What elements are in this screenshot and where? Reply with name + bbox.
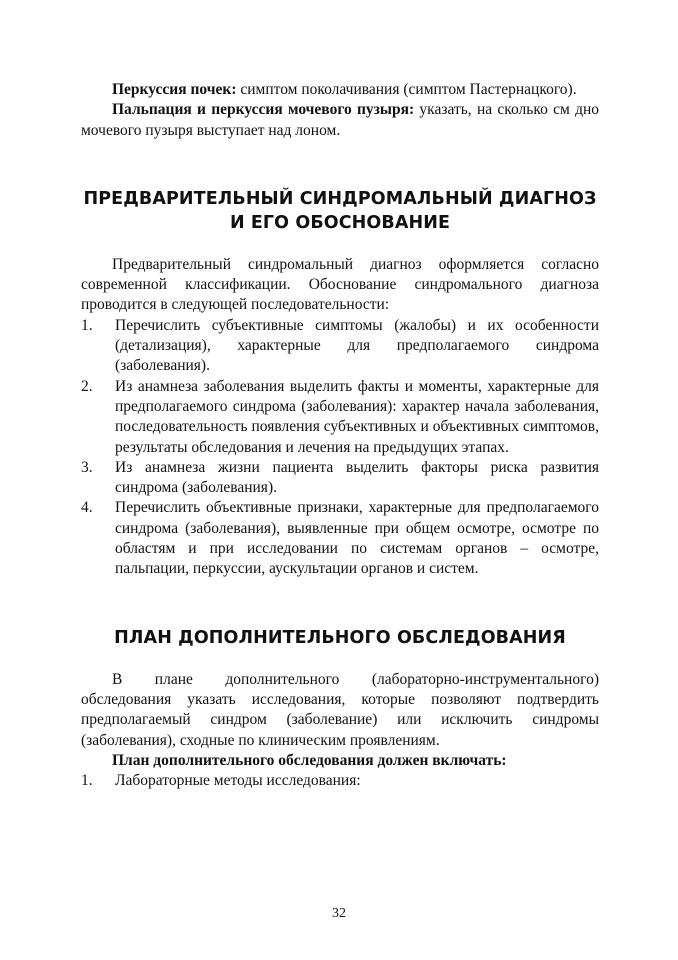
section-heading-diagnosis xyxy=(81,187,599,235)
list-text: Перечислить объективные признаки, характерные для предполагаемого синдрома (заболевания), выявленные при общем осмотре, осмотре по областям и при исследовании по системам органов – осмотре, пальпации, перкуссии, аускультации органов и систем. xyxy=(115,499,599,578)
list-text: Лабораторные методы исследования: xyxy=(115,772,361,790)
page-number: 32 xyxy=(332,906,346,921)
list-item xyxy=(81,377,599,458)
paragraph-bladder xyxy=(81,100,599,141)
plan-bold-line: План дополнительного обследования должен включать: xyxy=(112,751,507,769)
list-item xyxy=(81,316,599,377)
diagnosis-intro: Предварительный синдромальный диагноз оформляется согласно современной классификации. Обоснование синдромального диагноза проводится в следующей последовательности: xyxy=(81,255,599,314)
list-item xyxy=(81,771,599,791)
list-text: Из анамнеза заболевания выделить факты и моменты, характерные для предполагаемого синдрома (заболевания): характер начала заболевания, последовательность появления субъективных и объективных симптомов, результаты обследования и лечения на предыдущих этапах. xyxy=(115,377,599,456)
list-number: 2. xyxy=(81,377,93,395)
paragraph-kidney-percussion xyxy=(81,80,599,100)
list-number: 4. xyxy=(81,499,93,517)
list-text: Из анамнеза жизни пациента выделить факторы риска развития синдрома (заболевания). xyxy=(115,458,599,497)
list-item xyxy=(81,458,599,499)
bold-term: Перкуссия почек: xyxy=(112,81,237,98)
list-item xyxy=(81,498,599,579)
section-heading-plan: ПЛАН ДОПОЛНИТЕЛЬНОГО ОБСЛЕДОВАНИЯ xyxy=(114,627,566,648)
list-number: 1. xyxy=(81,772,93,790)
heading-line-1: ПРЕДВАРИТЕЛЬНЫЙ СИНДРОМАЛЬНЫЙ ДИАГНОЗ xyxy=(83,188,597,209)
diagnosis-steps-list xyxy=(81,316,599,580)
list-number: 1. xyxy=(81,316,93,334)
document-page xyxy=(81,80,599,791)
list-number: 3. xyxy=(81,458,93,476)
list-text: Перечислить субъективные симптомы (жалобы) и их особенности (детализация), характерные для предполагаемого синдрома (заболевания). xyxy=(115,316,599,375)
bold-term: Пальпация и перкуссия мочевого пузыря: xyxy=(112,101,415,119)
heading-line-2: И ЕГО ОБОСНОВАНИЕ xyxy=(229,212,451,233)
plan-intro: В плане дополнительного (лабораторно-инструментального) обследования указать исследования, которые позволяют подтвердить предполагаемый синдром (заболевание) или исключить синдромы (заболевания), сходные по клиническим проявлениям. xyxy=(81,670,599,749)
paragraph-text: симптом поколачивания (симптом Пастернацкого). xyxy=(236,81,577,98)
plan-list xyxy=(81,771,599,791)
paragraph-text: указать, на сколько см дно мочевого пузыря выступает над лоном. xyxy=(81,101,599,139)
